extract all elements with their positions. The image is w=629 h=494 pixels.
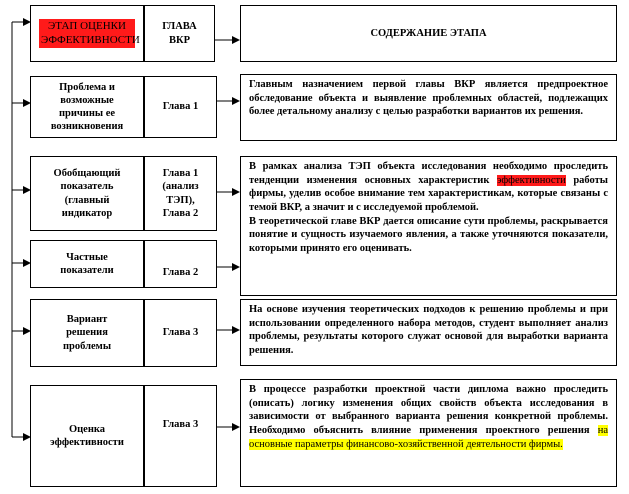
row-2-description-post: работы фирмы, уделив особое внимание тем характеристикам, которые связаны с темой ВКР, а значит и с исследуемой проблемой. — [249, 174, 608, 213]
row-4-description-box — [240, 299, 617, 366]
row-3-chapter — [144, 240, 217, 288]
row-1-stage-label: Проблема и возможные причины ее возникновения — [50, 81, 124, 133]
row-3-stage — [30, 240, 144, 288]
row-5-stage — [30, 385, 144, 487]
row-2-chapter-label: Глава 1 (анализ ТЭП), Глава 2 — [162, 168, 199, 219]
row-3-chapter-label: Глава 2 — [162, 266, 199, 278]
row-2-stage-label: Обобщающий показатель (главный индикатор — [53, 168, 121, 219]
row-2-description-2: В теоретической главе ВКР дается описание сути проблемы, раскрывается понятие и сущность изучаемого явления, а также уточняются показатели, которыми принято его оценивать. — [249, 215, 608, 254]
row-3-stage-label: Частные показатели — [60, 251, 114, 276]
row-4-chapter-label: Глава 3 — [162, 327, 199, 339]
row-1-description-box — [240, 74, 617, 141]
row-4-stage-label: Вариант решения проблемы — [62, 314, 112, 352]
row-5-stage-label: Оценка эффективности — [50, 423, 124, 448]
row-2-description-pre: В рамках анализа ТЭП объекта исследования необходимо проследить тенденции изменения основных характеристик — [249, 161, 608, 186]
row-4-description: На основе изучения теоретических подходов к решению проблемы и при использовании определенного набора методов, студент выполняет анализ проблемы, результаты которого служат основой для выработки варианта решения. — [249, 304, 608, 356]
row-2-stage — [30, 156, 144, 231]
header-stage-label: ЭТАП ОЦЕНКИ ЭФФЕКТИВНОСТИ — [39, 19, 135, 49]
row-5-chapter-label: Глава 3 — [162, 419, 199, 430]
header-content-label: СОДЕРЖАНИЕ ЭТАПА — [370, 27, 487, 39]
row-5-description-highlight: на основные параметры финансово-хозяйственной деятельности фирмы. — [249, 424, 608, 450]
row-4-stage — [30, 299, 144, 367]
header-chapter-label: ГЛАВА ВКР — [162, 21, 197, 46]
row-5-description-box — [240, 379, 617, 487]
row-1-stage — [30, 76, 144, 138]
row-1-description: Главным назначением первой главы ВКР является предпроектное обследование объекта и выявление проблемных областей, подлежащих более детальному анализу с целью разработки вариантов их решения. — [249, 79, 608, 118]
header-chapter-cell — [144, 5, 215, 62]
header-content-cell — [240, 5, 617, 62]
row-2-description-highlight: эффективности — [496, 174, 566, 186]
header-stage-border — [30, 5, 144, 62]
row-5-description — [249, 383, 608, 451]
row-2-description-box — [240, 156, 617, 296]
row-5-chapter — [144, 385, 217, 487]
row-5-description-pre: В процессе разработки проектной части диплома важно проследить (описать) логику изменения общих свойств объекта исследования в зависимости от выбранного варианта решения конкретной проблемы. Необходимо объяснить влияние применения проектного решения — [249, 384, 608, 436]
row-2-description — [249, 160, 608, 215]
row-4-chapter — [144, 299, 217, 367]
row-1-chapter — [144, 76, 217, 138]
row-1-chapter-label: Глава 1 — [162, 101, 199, 113]
row-2-chapter — [144, 156, 217, 231]
